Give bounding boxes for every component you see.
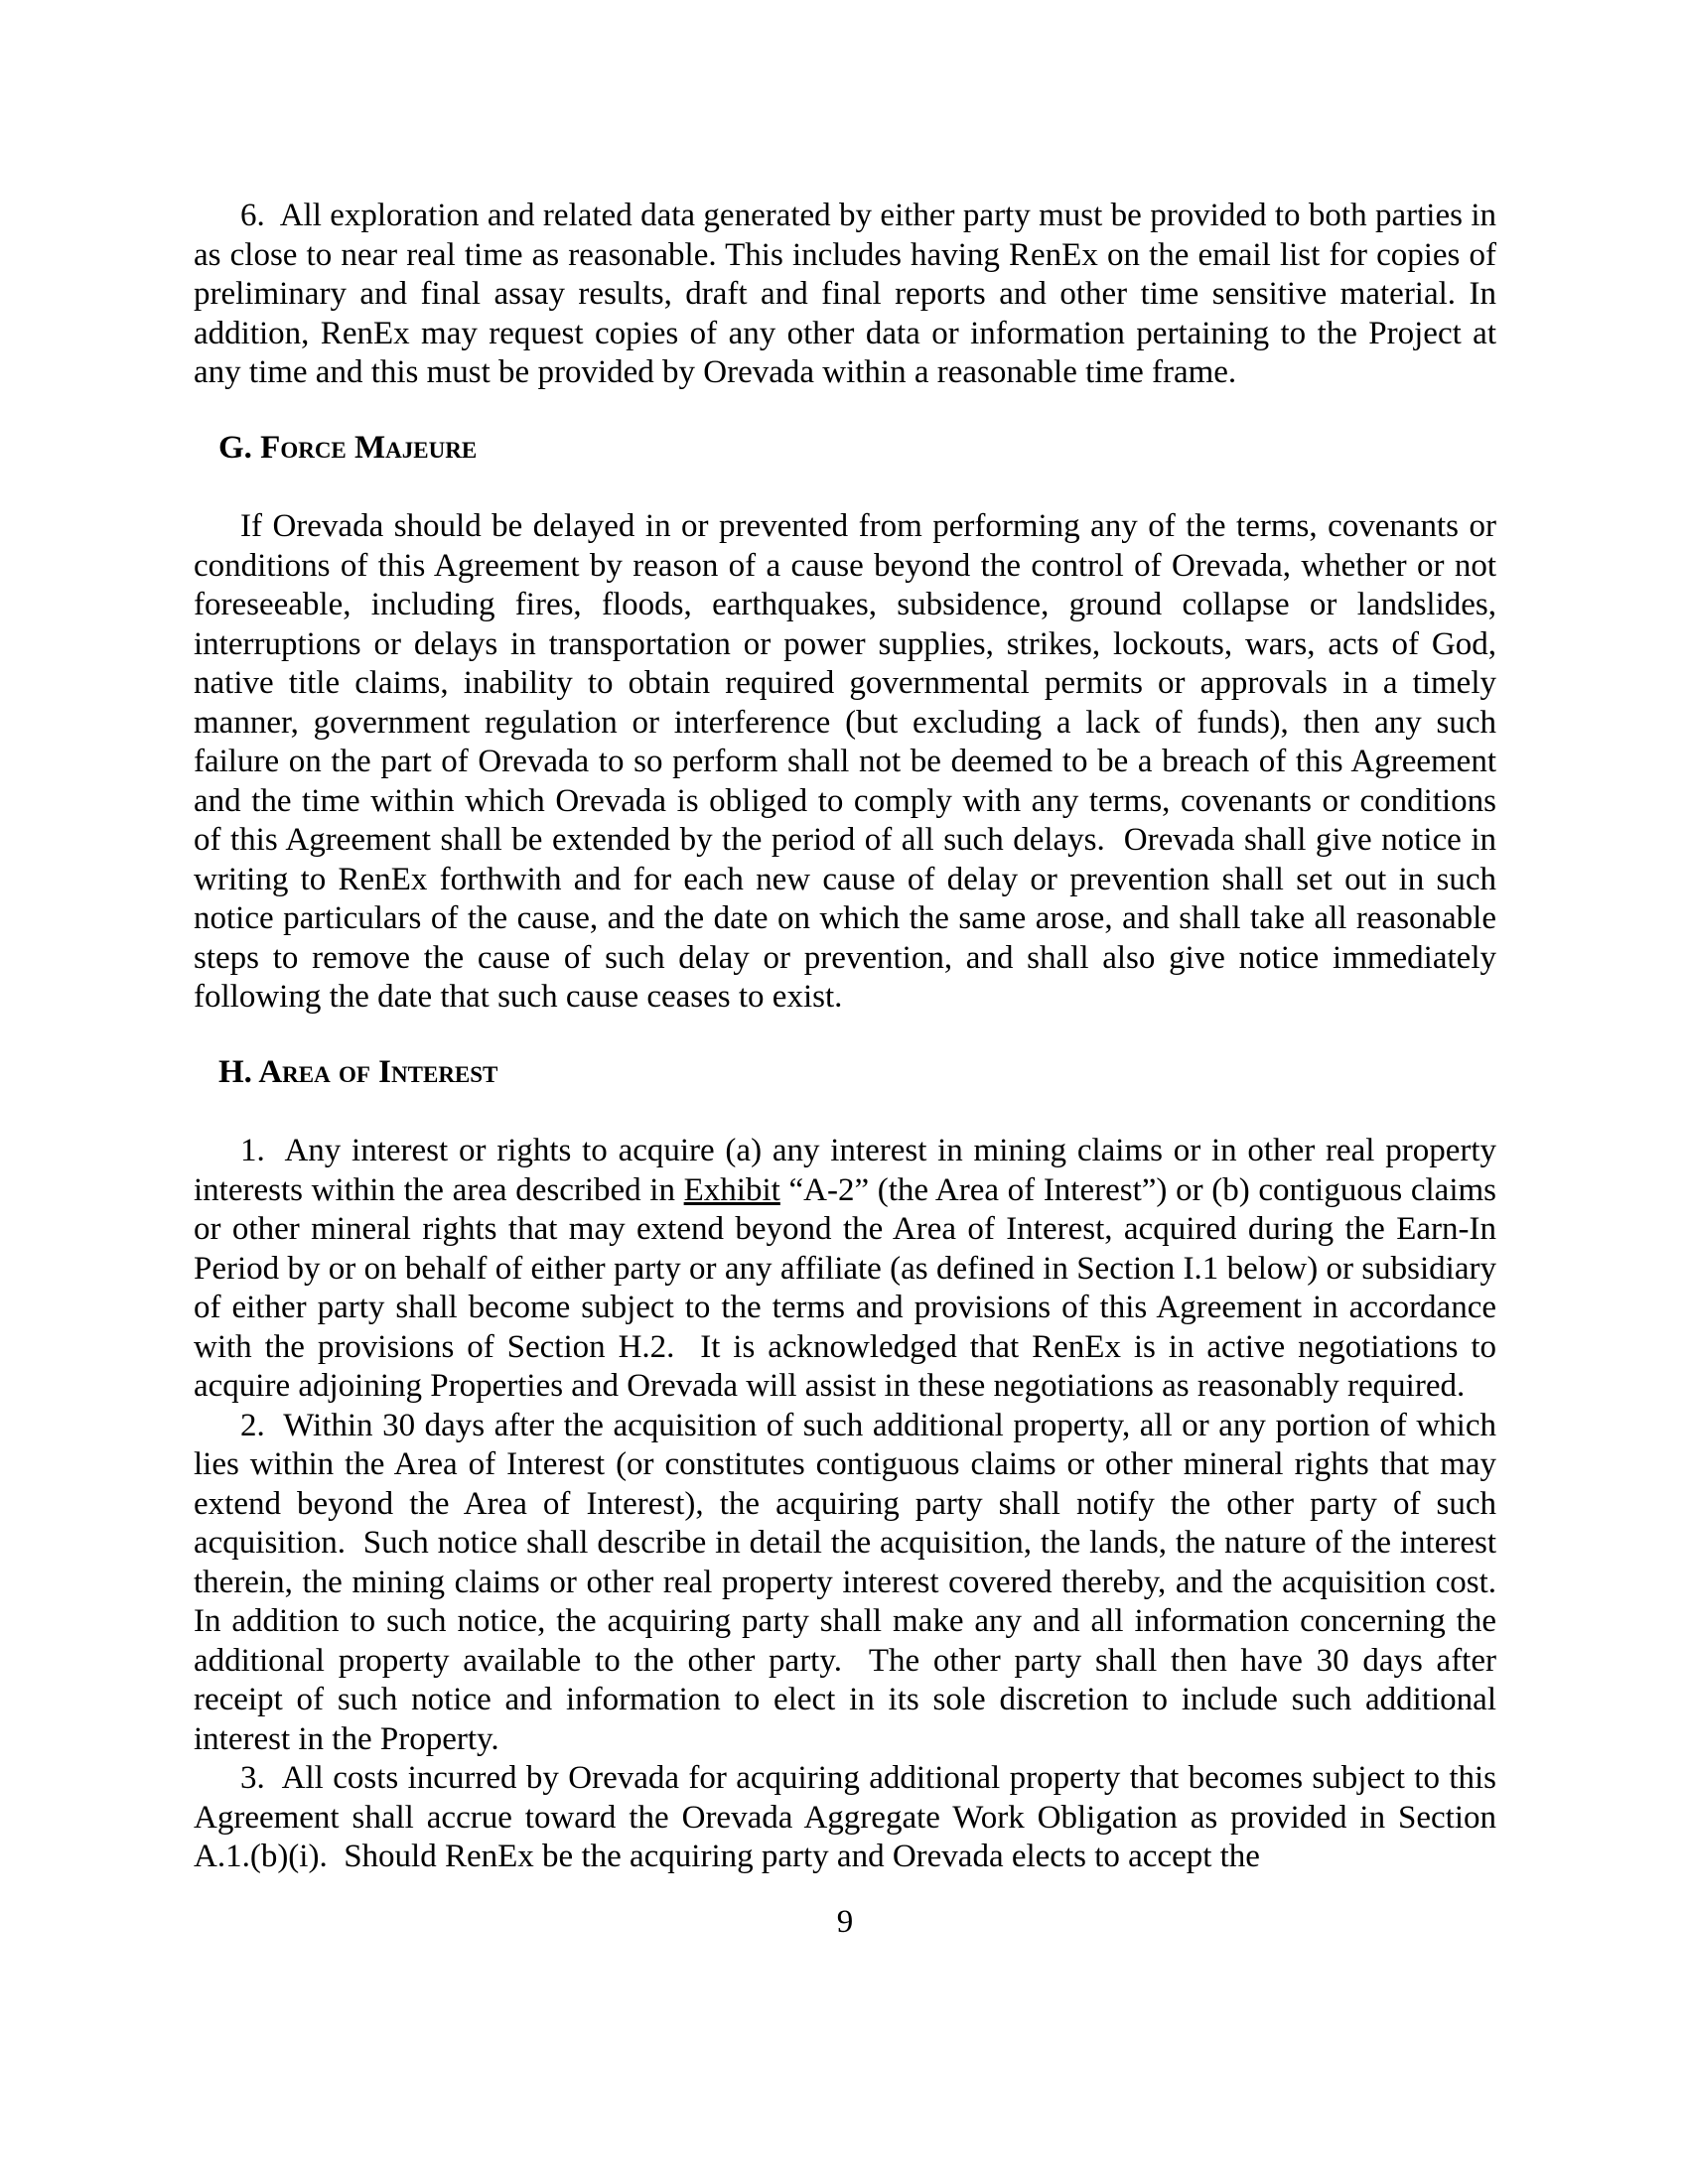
section-h-heading: H. Area of Interest <box>218 1053 498 1090</box>
section-h-item-1 <box>194 1132 1505 1407</box>
item-1-text-start: 1. Any interest or rights to acquire (a) any interest in mining claims or in other real property interests within the area described in <box>194 1133 1505 1208</box>
section-h-item-2: 2. Within 30 days after the acquisition of such additional property, all or any portion of which lies within the Area of Interest (or constitutes contiguous claims or other mineral rights that may extend beyond the Area of Interest), the acquiring party shall notify the other party of such acquisition. Such notice shall describe in detail the acquisition, the lands, the nature of the interest therein, the mining claims or other real property interest covered thereby, and the acquisition cost. In addition to such notice, the acquiring party shall make any and all information concerning the additional property available to the other party. The other party shall then have 30 days after receipt of such notice and information to elect in its sole discretion to include such additional interest in the Property. <box>194 1407 1513 1757</box>
item-1-text-end: “A-2” (the Area of Interest”) or (b) contiguous claims or other mineral rights that may extend beyond the Area of Interest, acquired during the Earn-In Period by or on behalf of either party or any affiliate (as defined in Section I.1 below) or subsidiary of either party shall become subject to the terms and provisions of this Agreement in accordance with the provisions of Section H.2. It is acknowledged that RenEx is in active negotiations to acquire adjoining Properties and Orevada will assist in these negotiations as reasonably required. <box>194 1171 1505 1404</box>
paragraph-6: 6. All exploration and related data generated by either party must be provided to both parties in as close to near real time as reasonable. This includes having RenEx on the email list for copies of preliminary and final assay results, draft and final reports and other time sensitive material. In addition, RenEx may request copies of any other data or information pertaining to the Project at any time and this must be provided by Orevada within a reasonable time frame. <box>194 198 1505 390</box>
exhibit-reference: Exhibit <box>683 1171 780 1208</box>
section-g-body: If Orevada should be delayed in or prevented from performing any of the terms, covenants or conditions of this Agreement by reason of a cause beyond the control of Orevada, whether or not foreseeable, including fires, floods, earthquakes, subsidence, ground collapse or landslides, interruptions or delays in transportation or power supplies, strikes, lockouts, wars, acts of God, native title claims, inability to obtain required governmental permits or approvals in a timely manner, government regulation or interference (but excluding a lack of funds), then any such failure on the part of Orevada to so perform shall not be deemed to be a breach of this Agreement and the time within which Orevada is obliged to comply with any terms, covenants or conditions of this Agreement shall be extended by the period of all such delays. Orevada shall give notice in writing to RenEx forthwith and for each new cause of delay or prevention shall set out in such notice particulars of the cause, and the date on which the same arose, and shall take all reasonable steps to remove the cause of such delay or prevention, and shall also give notice immediately following the date that such cause ceases to exist. <box>194 508 1505 1015</box>
section-g-heading: G. Force Majeure <box>218 429 478 466</box>
section-h-item-3: 3. All costs incurred by Orevada for acquiring additional property that becomes subject to this Agreement shall accrue toward the Orevada Aggregate Work Obligation as provided in Section A.1.(b)(i). Should RenEx be the acquiring party and Orevada elects to accept the <box>194 1760 1503 1874</box>
page-number: 9 <box>836 1903 854 1940</box>
